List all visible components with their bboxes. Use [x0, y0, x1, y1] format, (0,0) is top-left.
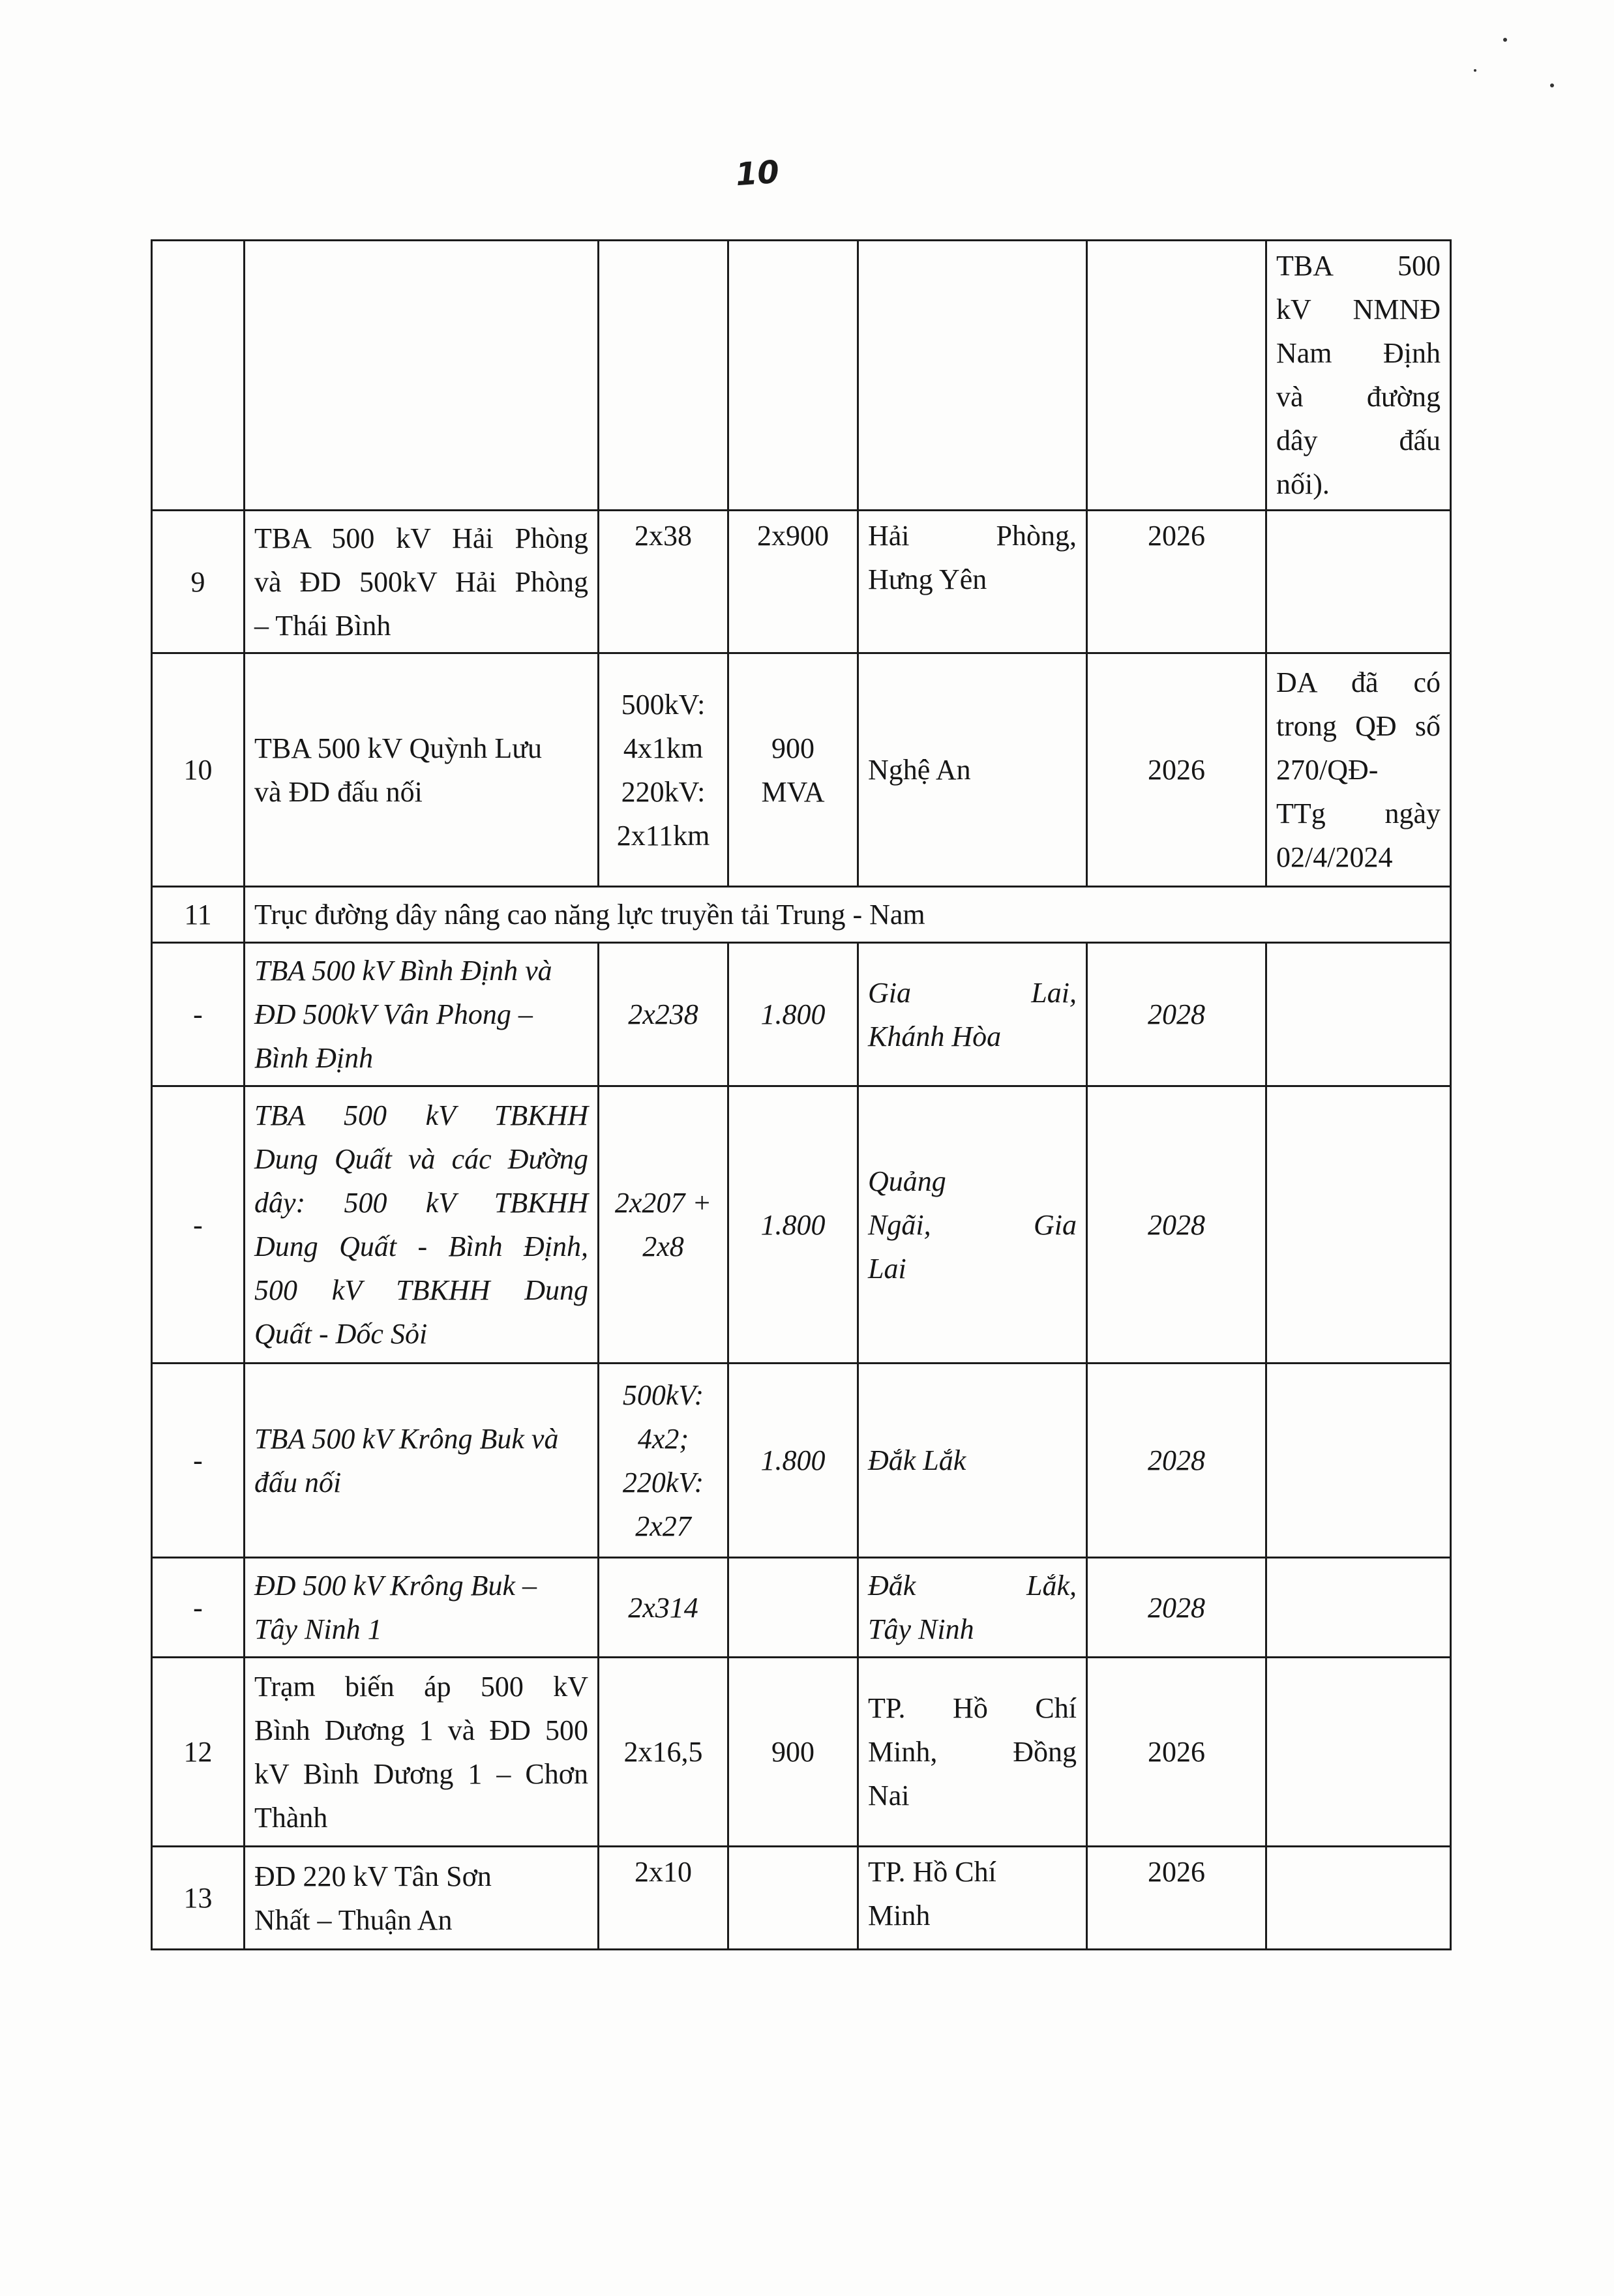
cell-line: 220kV: — [622, 1466, 704, 1498]
cell-year: 2028 — [1087, 943, 1266, 1086]
cell-line: DA đã có — [1276, 666, 1441, 698]
cell-project-name — [245, 653, 599, 887]
cell-line: Hưng Yên — [868, 563, 987, 595]
cell-capacity — [728, 1658, 858, 1847]
table-row — [152, 511, 1451, 653]
cell-line: Ngãi, Gia — [868, 1208, 1077, 1241]
cell-line: Trạm biến áp 500 kV — [254, 1670, 588, 1703]
cell-line: 500 kV TBKHH Dung — [254, 1274, 588, 1306]
cell-line: 2x11km — [616, 819, 710, 852]
cell-length — [599, 241, 728, 511]
cell-line: Tây Ninh — [868, 1613, 974, 1645]
cell-line: Quảng — [868, 1165, 946, 1197]
cell-line: 2x27 — [635, 1510, 691, 1542]
cell-stt: - — [152, 1364, 245, 1558]
page-number: 10 — [734, 153, 781, 194]
cell-line: TBA 500 — [1276, 250, 1441, 282]
cell-line: kV Bình Dương 1 – Chơn — [254, 1757, 588, 1790]
cell-length — [599, 511, 728, 653]
cell-year: 2028 — [1087, 1558, 1266, 1658]
cell-project-name — [245, 241, 599, 511]
cell-line: dây đấu — [1276, 425, 1441, 456]
cell-line: Đắk Lắk — [868, 1444, 966, 1476]
cell-line: ĐD 220 kV Tân Sơn — [254, 1860, 492, 1892]
cell-stt: - — [152, 943, 245, 1086]
table-row — [152, 887, 1451, 943]
cell-line: 220kV: — [621, 775, 706, 808]
cell-note — [1266, 943, 1451, 1086]
cell-location — [858, 511, 1087, 653]
cell-line: và ĐD 500kV Hải Phòng — [254, 565, 588, 598]
cell-capacity — [728, 511, 858, 653]
cell-line: 1.800 — [760, 1444, 826, 1476]
cell-length — [599, 653, 728, 887]
cell-line: Dung Quất và các Đường — [254, 1143, 588, 1175]
cell-project-name — [245, 1086, 599, 1364]
cell-capacity — [728, 241, 858, 511]
cell-project-name — [245, 1364, 599, 1558]
cell-line: Bình Định — [254, 1042, 374, 1074]
cell-note — [1266, 1558, 1451, 1658]
cell-line: Minh, Đồng — [868, 1736, 1077, 1768]
cell-year: 2026 — [1087, 653, 1266, 887]
cell-line: 500kV: — [622, 1379, 704, 1411]
cell-note — [1266, 241, 1451, 511]
cell-line: 2x238 — [628, 998, 698, 1030]
cell-line: 4x1km — [623, 732, 704, 764]
table-row — [152, 1658, 1451, 1847]
cell-capacity — [728, 1558, 858, 1658]
cell-location — [858, 653, 1087, 887]
cell-line: nối). — [1276, 468, 1330, 500]
cell-project-name — [245, 1847, 599, 1950]
cell-line: TTg ngày — [1276, 798, 1441, 829]
cell-note — [1266, 1364, 1451, 1558]
cell-line: TP. Hồ Chí — [868, 1856, 996, 1888]
cell-location — [858, 943, 1087, 1086]
cell-line: 4x2; — [637, 1422, 689, 1455]
scan-speck — [1550, 83, 1554, 87]
table-row — [152, 653, 1451, 887]
cell-line: trong QĐ số — [1276, 710, 1441, 742]
scan-speck — [1474, 69, 1476, 72]
cell-line: 270/QĐ- — [1276, 754, 1379, 786]
cell-line: dây: 500 kV TBKHH — [254, 1187, 588, 1219]
cell-line: Minh — [868, 1900, 931, 1931]
projects-table — [151, 239, 1452, 1950]
cell-line: Thành — [254, 1801, 328, 1834]
cell-length — [599, 1364, 728, 1558]
cell-location — [858, 1086, 1087, 1364]
cell-location — [858, 1364, 1087, 1558]
cell-line: 500kV: — [621, 688, 706, 721]
cell-line: Khánh Hòa — [868, 1020, 1002, 1052]
cell-line: Nai — [868, 1780, 910, 1811]
cell-stt: 13 — [152, 1847, 245, 1950]
cell-stt — [152, 241, 245, 511]
cell-length — [599, 1847, 728, 1950]
cell-line: kV NMNĐ — [1276, 293, 1441, 325]
cell-length — [599, 1658, 728, 1847]
cell-line: Đắk Lắk, — [868, 1570, 1077, 1602]
cell-location — [858, 241, 1087, 511]
cell-line: TP. Hồ Chí — [868, 1692, 1077, 1724]
scan-speck — [1503, 38, 1507, 42]
cell-line: Nhất – Thuận An — [254, 1903, 453, 1936]
cell-line: 2x8 — [642, 1230, 684, 1262]
cell-line: và ĐD đấu nối — [254, 775, 423, 808]
cell-stt: - — [152, 1558, 245, 1658]
cell-line: 02/4/2024 — [1276, 841, 1393, 873]
cell-location — [858, 1847, 1087, 1950]
table-row — [152, 943, 1451, 1086]
cell-line: 2x314 — [628, 1591, 698, 1624]
cell-line: – Thái Bình — [254, 609, 391, 642]
cell-year: 2026 — [1087, 1658, 1266, 1847]
cell-project-name — [245, 1658, 599, 1847]
cell-capacity — [728, 1086, 858, 1364]
cell-stt: - — [152, 1086, 245, 1364]
cell-capacity — [728, 1847, 858, 1950]
cell-line: MVA — [761, 775, 825, 808]
cell-line: Nghệ An — [868, 754, 971, 786]
cell-stt: 12 — [152, 1658, 245, 1847]
cell-project-name — [245, 943, 599, 1086]
cell-note — [1266, 1658, 1451, 1847]
cell-line: TBA 500 kV Krông Buk và — [254, 1422, 559, 1455]
cell-line: 2x38 — [635, 520, 692, 552]
table-row — [152, 1364, 1451, 1558]
cell-line: ĐD 500 kV Krông Buk – — [254, 1570, 537, 1602]
cell-year: 2026 — [1087, 511, 1266, 653]
cell-year — [1087, 241, 1266, 511]
cell-line: và đường — [1276, 381, 1441, 413]
cell-line: Gia Lai, — [868, 976, 1077, 1009]
cell-capacity — [728, 943, 858, 1086]
table-row — [152, 1086, 1451, 1364]
cell-line: Quất - Dốc Sỏi — [254, 1318, 428, 1350]
cell-project-name — [245, 1558, 599, 1658]
cell-line: Hải Phòng, — [868, 520, 1077, 552]
cell-line: 2x207 + — [614, 1187, 712, 1219]
cell-line: TBA 500 kV Hải Phòng — [254, 522, 588, 554]
cell-line: Bình Dương 1 và ĐD 500 — [254, 1714, 588, 1746]
cell-length — [599, 943, 728, 1086]
cell-project-name — [245, 511, 599, 653]
cell-location — [858, 1658, 1087, 1847]
cell-stt: 9 — [152, 511, 245, 653]
cell-line: Dung Quất - Bình Định, — [254, 1230, 588, 1262]
cell-line: 900 — [771, 732, 814, 764]
cell-capacity — [728, 653, 858, 887]
cell-line: TBA 500 kV Quỳnh Lưu — [254, 732, 543, 764]
cell-stt: 11 — [152, 887, 245, 943]
cell-line: 2x900 — [757, 520, 829, 552]
cell-line: 2x10 — [635, 1856, 692, 1888]
cell-line: 2x16,5 — [623, 1736, 703, 1768]
cell-line: 900 — [771, 1736, 814, 1768]
cell-capacity — [728, 1364, 858, 1558]
cell-line: Lai — [868, 1252, 906, 1285]
cell-group-title: Trục đường dây nâng cao năng lực truyền tải Trung - Nam — [245, 887, 1451, 943]
cell-note — [1266, 1847, 1451, 1950]
cell-line: đấu nối — [254, 1466, 342, 1498]
cell-line: TBA 500 kV Bình Định và — [254, 955, 552, 987]
cell-location — [858, 1558, 1087, 1658]
cell-length — [599, 1086, 728, 1364]
cell-line: TBA 500 kV TBKHH — [254, 1099, 588, 1131]
cell-line: Tây Ninh 1 — [254, 1613, 382, 1645]
table-row — [152, 1558, 1451, 1658]
cell-line: 1.800 — [760, 1208, 826, 1241]
cell-note — [1266, 653, 1451, 887]
cell-line: ĐD 500kV Vân Phong – — [254, 998, 533, 1030]
cell-year: 2028 — [1087, 1086, 1266, 1364]
cell-length — [599, 1558, 728, 1658]
cell-year: 2028 — [1087, 1364, 1266, 1558]
cell-year: 2026 — [1087, 1847, 1266, 1950]
table-row — [152, 241, 1451, 511]
cell-stt: 10 — [152, 653, 245, 887]
cell-line: Nam Định — [1276, 337, 1441, 369]
cell-note — [1266, 511, 1451, 653]
cell-line: 1.800 — [760, 998, 826, 1030]
table-row — [152, 1847, 1451, 1950]
cell-note — [1266, 1086, 1451, 1364]
